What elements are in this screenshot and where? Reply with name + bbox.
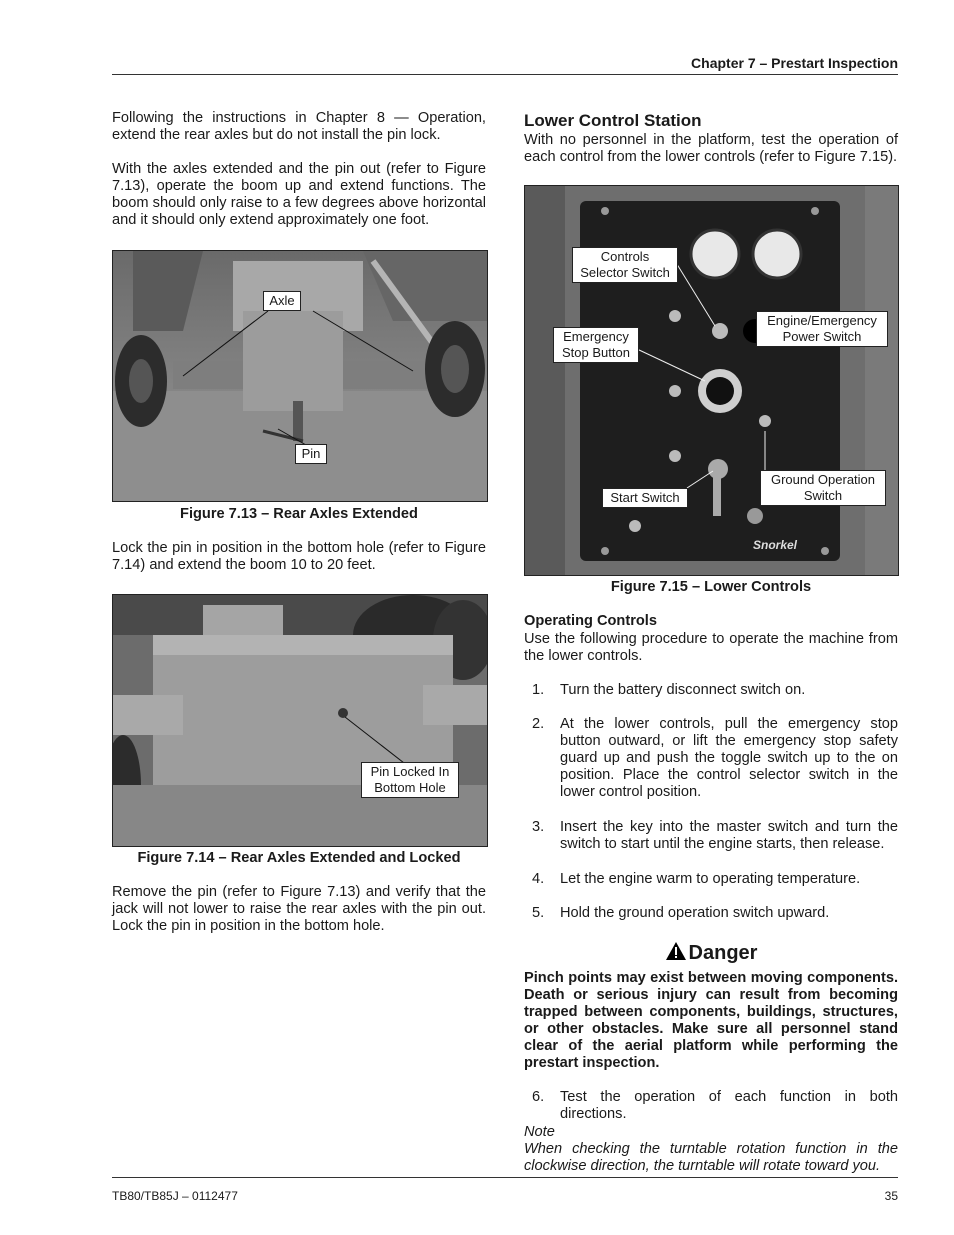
callout-ground-operation bbox=[760, 470, 886, 506]
section-title: Lower Control Station bbox=[524, 111, 702, 130]
callout-engine-emergency bbox=[756, 311, 888, 347]
danger-body: Pinch points may exist between moving components. Death or serious injury can result from becoming trapped between components, buildings, structures, or other obstacles. Make sure all personnel stand clear of the aerial platform while performing the prestart inspection. bbox=[524, 970, 898, 1071]
list-item-text: Hold the ground operation switch upward. bbox=[560, 905, 830, 921]
header-rule bbox=[112, 74, 898, 75]
list-item-text: Turn the battery disconnect switch on. bbox=[560, 682, 806, 698]
list-item bbox=[532, 819, 898, 853]
footer-rule bbox=[112, 1177, 898, 1178]
list-item-number: 2. bbox=[532, 716, 545, 732]
danger-title: Danger bbox=[688, 942, 758, 964]
list-item-number: 3. bbox=[532, 819, 545, 835]
figure-7-15-photo bbox=[524, 185, 899, 576]
callout-controls-selector-line-2: Selector Switch bbox=[580, 265, 670, 280]
section-intro: With no personnel in the platform, test the operation of each control from the lower controls (refer to Figure 7.15). bbox=[524, 132, 898, 165]
callout-emergency-stop-line-2: Stop Button bbox=[562, 345, 630, 360]
callout-pin-locked bbox=[361, 762, 459, 798]
list-item-text: Let the engine warm to operating temperature. bbox=[560, 871, 861, 887]
brand-label: Snorkel bbox=[753, 538, 798, 552]
page-number: 35 bbox=[884, 1189, 898, 1203]
warning-triangle-icon bbox=[665, 941, 687, 967]
callout-emergency-stop-line-1: Emergency bbox=[563, 329, 629, 344]
note-body: When checking the turntable rotation function in the clockwise direction, the turntable will rotate toward you. bbox=[524, 1141, 898, 1174]
danger-heading bbox=[524, 941, 898, 967]
left-paragraph-4: Remove the pin (refer to Figure 7.13) and verify that the jack will not lower to raise the rear axles with the pin out. Lock the pin in position in the bottom hole. bbox=[112, 884, 486, 934]
callout-ground-operation-line-1: Ground Operation bbox=[770, 472, 876, 487]
list-item-text: Insert the key into the master switch and turn the switch to start until the engine starts, then release. bbox=[560, 819, 898, 852]
callout-emergency-stop bbox=[553, 327, 639, 363]
list-item-number: 5. bbox=[532, 905, 545, 921]
note-title: Note bbox=[524, 1124, 555, 1140]
list-item-number: 6. bbox=[532, 1089, 545, 1105]
list-item-text: Test the operation of each function in both directions. bbox=[560, 1089, 898, 1122]
callout-axle: Axle bbox=[263, 291, 301, 311]
list-item-text: At the lower controls, pull the emergency stop button outward, or lift the emergency stop safety guard up and push the toggle switch up to the on position. Place the control selector switch in the lower control position. bbox=[560, 716, 898, 800]
list-item bbox=[532, 1089, 898, 1122]
left-paragraph-2: With the axles extended and the pin out (refer to Figure 7.13), operate the boom up and extend functions. The boom should only raise to a few degrees above horizontal and it should only extend approximately one foot. bbox=[112, 161, 486, 228]
callout-controls-selector bbox=[572, 247, 678, 283]
list-item bbox=[532, 871, 898, 888]
operating-controls-intro: Use the following procedure to operate the machine from the lower controls. bbox=[524, 631, 898, 664]
list-item bbox=[532, 905, 898, 922]
callout-engine-emergency-line-2: Power Switch bbox=[782, 329, 862, 344]
figure-7-14-photo bbox=[112, 594, 488, 847]
callout-ground-operation-line-2: Switch bbox=[803, 488, 843, 503]
left-paragraph-1: Following the instructions in Chapter 8 — Operation, extend the rear axles but do not install the pin lock. bbox=[112, 110, 486, 143]
left-paragraph-3: Lock the pin in position in the bottom hole (refer to Figure 7.14) and extend the boom 10 to 20 feet. bbox=[112, 540, 486, 573]
chapter-header: Chapter 7 – Prestart Inspection bbox=[691, 55, 898, 71]
footer-doc-id: TB80/TB85J – 0112477 bbox=[112, 1189, 238, 1203]
figure-7-13-photo bbox=[112, 250, 488, 502]
list-item-number: 4. bbox=[532, 871, 545, 887]
operating-controls-title: Operating Controls bbox=[524, 613, 657, 629]
list-item bbox=[532, 716, 898, 801]
callout-controls-selector-line-1: Controls bbox=[600, 249, 650, 264]
callout-pin-locked-line-1: Pin Locked In bbox=[370, 764, 450, 779]
list-item-number: 1. bbox=[532, 682, 545, 698]
callout-engine-emergency-line-1: Engine/Emergency bbox=[767, 313, 877, 328]
callout-start-switch: Start Switch bbox=[602, 488, 688, 508]
figure-7-15-caption: Figure 7.15 – Lower Controls bbox=[610, 579, 812, 595]
figure-7-14-caption: Figure 7.14 – Rear Axles Extended and Locked bbox=[137, 850, 461, 866]
figure-7-13-caption: Figure 7.13 – Rear Axles Extended bbox=[180, 506, 418, 522]
list-item bbox=[532, 682, 898, 699]
callout-pin: Pin bbox=[295, 444, 327, 464]
callout-pin-locked-line-2: Bottom Hole bbox=[374, 780, 446, 795]
